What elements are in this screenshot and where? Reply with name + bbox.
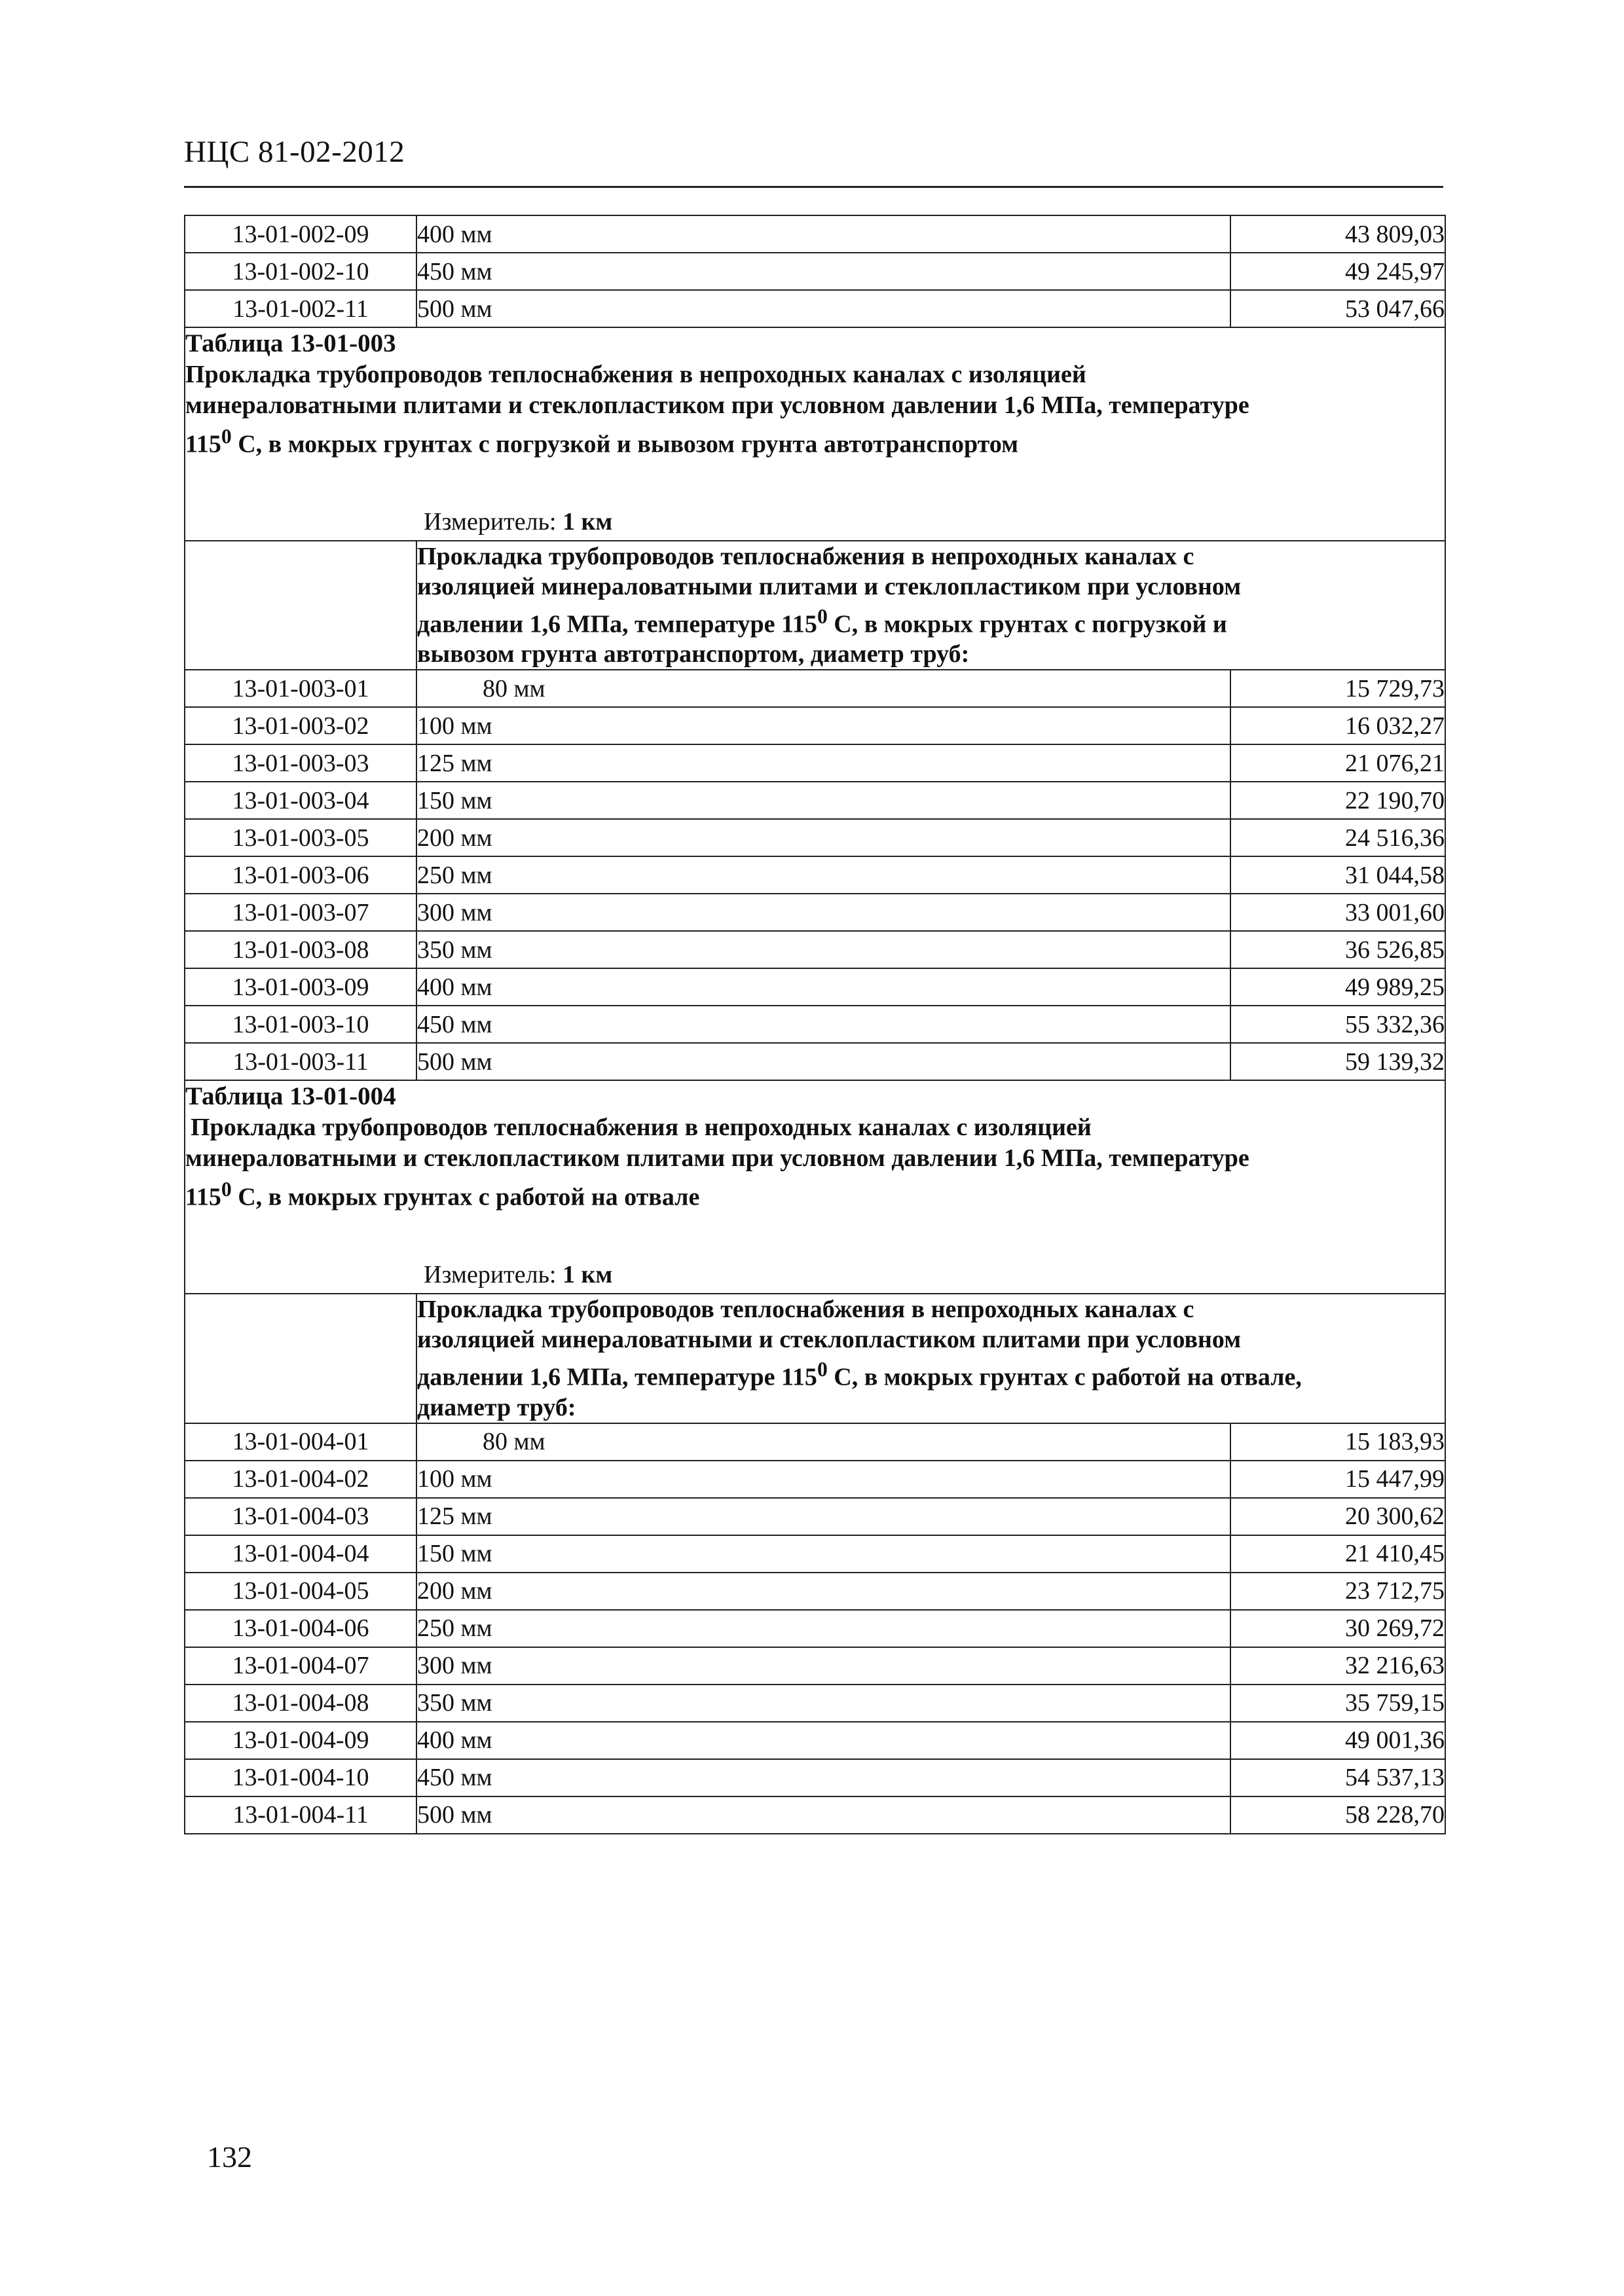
row-code: 13-01-003-09	[185, 968, 416, 1006]
row-price: 16 032,27	[1230, 707, 1445, 744]
row-size: 500 мм	[416, 1796, 1230, 1834]
row-code: 13-01-003-11	[185, 1043, 416, 1080]
row-size: 250 мм	[416, 856, 1230, 894]
table-004-sub-line-3: давлении 1,6 МПа, температуре $115^0$ С, в мокрых грунтах с работой на отвале,	[417, 1357, 1302, 1391]
row-price: 23 712,75	[1230, 1573, 1445, 1610]
row-price: 59 139,32	[1230, 1043, 1445, 1080]
row-size: 400 мм	[416, 215, 1230, 253]
row-code: 13-01-004-02	[185, 1461, 416, 1498]
table-003-label: Таблица 13-01-003	[185, 329, 396, 357]
row-size: 80 мм	[416, 670, 1230, 707]
row-price: 22 190,70	[1230, 782, 1445, 819]
row-size: 200 мм	[416, 1573, 1230, 1610]
price-table	[184, 215, 1446, 1834]
table-004-desc-line-3: $115^0$ С, в мокрых грунтах с работой на отвале	[185, 1178, 700, 1211]
row-size: 450 мм	[416, 1006, 1230, 1043]
table-row	[185, 1610, 1445, 1647]
row-size: 300 мм	[416, 894, 1230, 931]
table-row	[185, 819, 1445, 856]
row-price: 21 410,45	[1230, 1535, 1445, 1573]
table-004-sub-line-4: диаметр труб:	[417, 1393, 576, 1421]
table-row	[185, 1722, 1445, 1759]
row-size: 150 мм	[416, 782, 1230, 819]
row-code: 13-01-004-08	[185, 1685, 416, 1722]
table-003-rows	[185, 670, 1445, 1080]
row-size: 450 мм	[416, 253, 1230, 290]
row-size: 500 мм	[416, 290, 1230, 327]
row-code: 13-01-003-01	[185, 670, 416, 707]
table-row	[185, 1647, 1445, 1685]
row-code: 13-01-003-03	[185, 744, 416, 782]
row-size: 350 мм	[416, 1685, 1230, 1722]
table-row	[185, 1461, 1445, 1498]
table-003-heading	[185, 327, 1445, 541]
row-price: 49 001,36	[1230, 1722, 1445, 1759]
row-code: 13-01-003-02	[185, 707, 416, 744]
table-row	[185, 253, 1445, 290]
table-row	[185, 1573, 1445, 1610]
row-size: 350 мм	[416, 931, 1230, 968]
row-price: 54 537,13	[1230, 1759, 1445, 1796]
row-size: 80 мм	[416, 1423, 1230, 1461]
row-size: 150 мм	[416, 1535, 1230, 1573]
row-code: 13-01-004-10	[185, 1759, 416, 1796]
row-price: 15 729,73	[1230, 670, 1445, 707]
table-003-desc-line-1: Прокладка трубопроводов теплоснабжения в непроходных каналах с изоляцией	[185, 361, 1086, 388]
row-size: 500 мм	[416, 1043, 1230, 1080]
row-code: 13-01-003-10	[185, 1006, 416, 1043]
row-price: 21 076,21	[1230, 744, 1445, 782]
row-size: 100 мм	[416, 1461, 1230, 1498]
row-price: 49 245,97	[1230, 253, 1445, 290]
row-code: 13-01-004-01	[185, 1423, 416, 1461]
row-size: 125 мм	[416, 744, 1230, 782]
row-size: 400 мм	[416, 968, 1230, 1006]
table-004-label: Таблица 13-01-004	[185, 1082, 396, 1111]
row-size: 250 мм	[416, 1610, 1230, 1647]
table-004-sub-line-2: изоляцией минераловатными и стеклопластиком плитами при условном	[417, 1325, 1242, 1353]
row-code: 13-01-004-06	[185, 1610, 416, 1647]
row-price: 15 183,93	[1230, 1423, 1445, 1461]
table-row	[185, 894, 1445, 931]
document-code-header: НЦС 81-02-2012	[184, 135, 405, 169]
row-price: 55 332,36	[1230, 1006, 1445, 1043]
table-004-sub-line-1: Прокладка трубопроводов теплоснабжения в непроходных каналах с	[417, 1295, 1194, 1323]
row-price: 36 526,85	[1230, 931, 1445, 968]
page-number: 132	[207, 2140, 252, 2174]
row-code: 13-01-003-06	[185, 856, 416, 894]
table-004-rows	[185, 1423, 1445, 1834]
table-003-desc-line-3: $115^0$ С, в мокрых грунтах с погрузкой и вывозом грунта автотранспортом	[185, 425, 1018, 458]
table-row	[185, 215, 1445, 253]
table-003-sub-line-4: вывозом грунта автотранспортом, диаметр труб:	[417, 640, 970, 668]
row-code: 13-01-004-09	[185, 1722, 416, 1759]
row-code: 13-01-002-09	[185, 215, 416, 253]
table-004-heading	[185, 1080, 1445, 1294]
table-004-subheading	[185, 1294, 1445, 1423]
row-size: 400 мм	[416, 1722, 1230, 1759]
row-size: 125 мм	[416, 1498, 1230, 1535]
row-price: 15 447,99	[1230, 1461, 1445, 1498]
table-row	[185, 290, 1445, 327]
row-code: 13-01-003-07	[185, 894, 416, 931]
row-size: 200 мм	[416, 819, 1230, 856]
table-004-unit: Измеритель: 1 км	[424, 1260, 613, 1288]
table-row	[185, 1796, 1445, 1834]
table-003-desc-line-2: минераловатными плитами и стеклопластиком при условном давлении 1,6 МПа, температуре	[185, 392, 1249, 419]
row-code: 13-01-002-10	[185, 253, 416, 290]
table-004-desc-line-1: Прокладка трубопроводов теплоснабжения в непроходных каналах с изоляцией	[191, 1114, 1092, 1142]
table-row	[185, 707, 1445, 744]
row-price: 31 044,58	[1230, 856, 1445, 894]
table-row	[185, 968, 1445, 1006]
row-price: 35 759,15	[1230, 1685, 1445, 1722]
table-003-unit: Измеритель: 1 км	[424, 507, 613, 536]
row-code: 13-01-004-07	[185, 1647, 416, 1685]
table-row	[185, 1535, 1445, 1573]
table-row	[185, 856, 1445, 894]
table-row	[185, 1043, 1445, 1080]
table-004-desc-line-2: минераловатными и стеклопластиком плитами при условном давлении 1,6 МПа, температуре	[185, 1144, 1249, 1173]
row-price: 30 269,72	[1230, 1610, 1445, 1647]
table-row	[185, 1685, 1445, 1722]
row-code: 13-01-003-05	[185, 819, 416, 856]
table-row	[185, 782, 1445, 819]
row-size: 450 мм	[416, 1759, 1230, 1796]
table-row	[185, 744, 1445, 782]
row-code: 13-01-002-11	[185, 290, 416, 327]
row-code: 13-01-004-04	[185, 1535, 416, 1573]
row-price: 58 228,70	[1230, 1796, 1445, 1834]
table-row	[185, 1498, 1445, 1535]
table-row	[185, 1423, 1445, 1461]
table-003-subheading	[185, 541, 1445, 670]
row-price: 53 047,66	[1230, 290, 1445, 327]
row-code: 13-01-004-11	[185, 1796, 416, 1834]
row-code: 13-01-004-03	[185, 1498, 416, 1535]
table-003-sub-line-3: давлении 1,6 МПа, температуре $115^0$ С, в мокрых грунтах с погрузкой и	[417, 604, 1227, 638]
row-code: 13-01-003-08	[185, 931, 416, 968]
table-003-sub-line-1: Прокладка трубопроводов теплоснабжения в непроходных каналах с	[417, 542, 1194, 570]
row-price: 33 001,60	[1230, 894, 1445, 931]
table-003-sub-line-2: изоляцией минераловатными плитами и стеклопластиком при условном	[417, 572, 1242, 600]
row-price: 32 216,63	[1230, 1647, 1445, 1685]
table-row	[185, 670, 1445, 707]
row-price: 49 989,25	[1230, 968, 1445, 1006]
row-code: 13-01-004-05	[185, 1573, 416, 1610]
row-size: 100 мм	[416, 707, 1230, 744]
row-size: 300 мм	[416, 1647, 1230, 1685]
row-price: 43 809,03	[1230, 215, 1445, 253]
row-code: 13-01-003-04	[185, 782, 416, 819]
table-row	[185, 1006, 1445, 1043]
table-row	[185, 1759, 1445, 1796]
header-rule	[184, 186, 1443, 188]
row-price: 24 516,36	[1230, 819, 1445, 856]
table-row	[185, 931, 1445, 968]
row-price: 20 300,62	[1230, 1498, 1445, 1535]
